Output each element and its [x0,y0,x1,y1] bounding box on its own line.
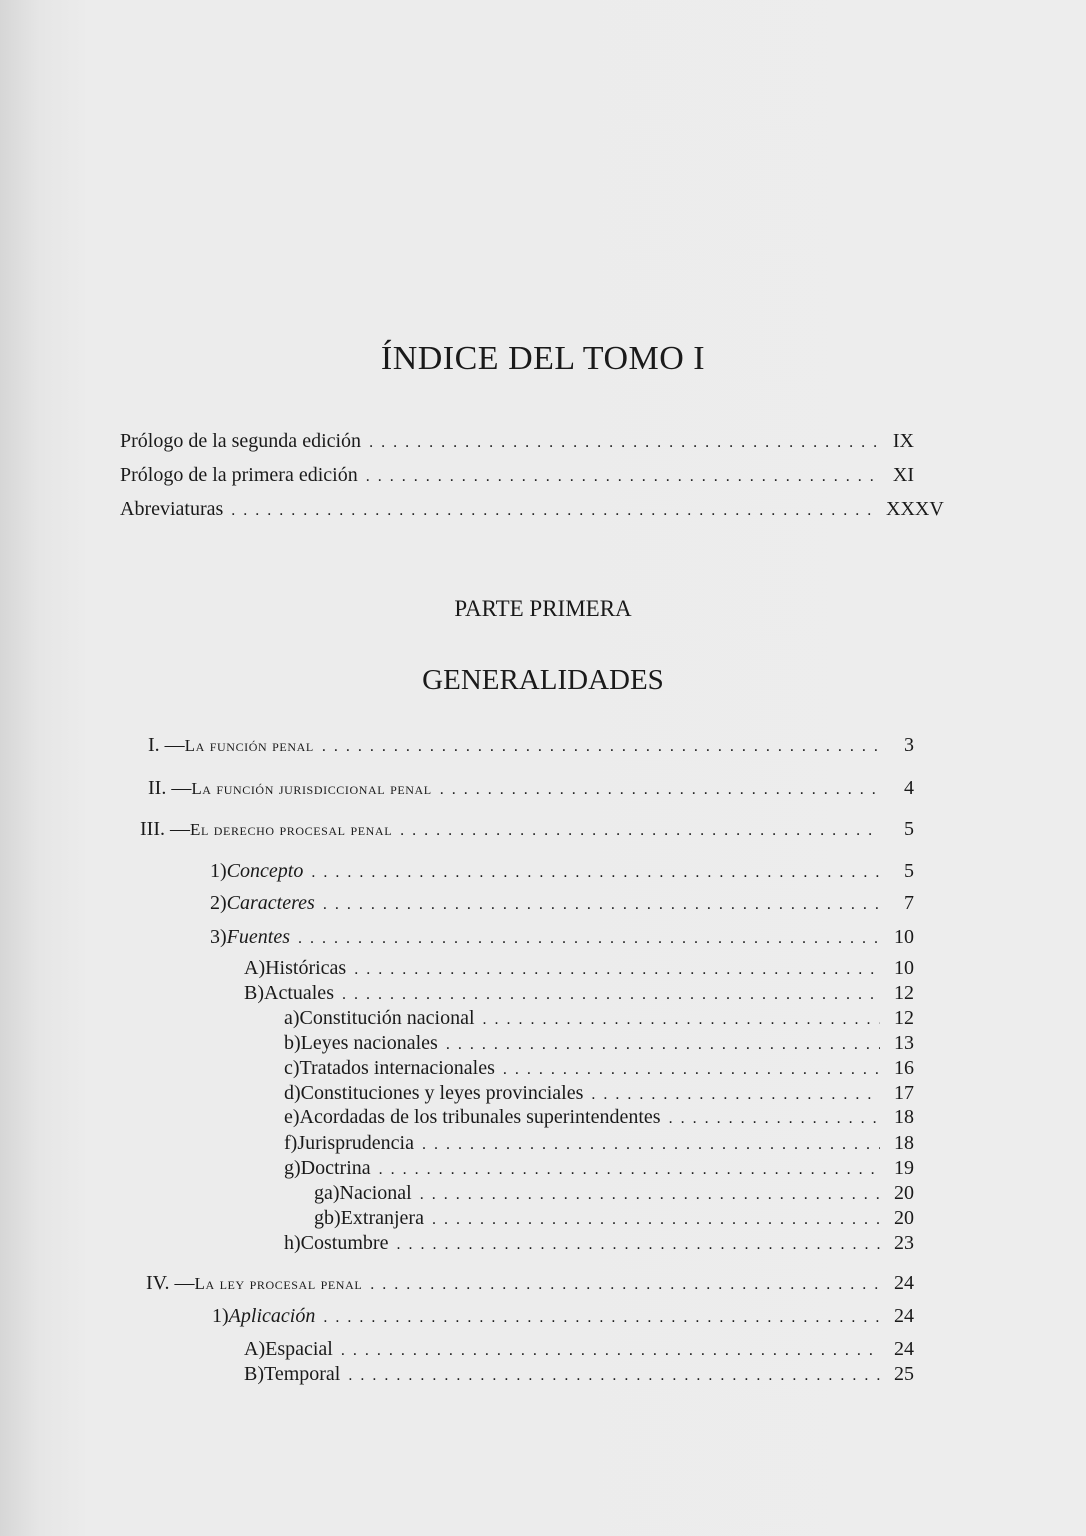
leader-dots [323,1305,880,1331]
entry-label: Leyes nacionales [300,1032,438,1054]
entry-label: Espacial [265,1338,333,1360]
entry-number: e) [284,1106,300,1128]
chapter-label: La función jurisdiccional penal [191,779,432,798]
entry-label: Temporal [264,1363,341,1385]
toc-row [284,1005,914,1033]
entry-label: Constitución nacional [299,1007,475,1029]
entry-label: Doctrina [300,1157,371,1179]
entry-label: Extranjera [340,1207,424,1229]
toc-page: 7 [904,892,914,914]
entry-label: Actuales [264,982,334,1004]
leader-dots [323,892,880,918]
entry-number: gb) [314,1207,341,1229]
toc-row-chapter [146,1270,914,1298]
leader-dots [366,464,880,490]
toc-row [314,1180,914,1208]
toc-row [284,1230,914,1258]
leader-dots [298,926,880,952]
toc-page: 12 [894,1007,914,1029]
toc-row [284,1030,914,1058]
entry-number: B) [244,1363,264,1385]
toc-page: IX [892,430,914,452]
toc-page: 18 [894,1106,914,1128]
chapter-number: III. — [140,818,190,840]
toc-page: 10 [894,926,914,948]
entry-label: Concepto [226,860,304,882]
toc-row [244,1336,914,1364]
toc-page: 5 [904,818,914,840]
toc-row-chapter [140,816,914,844]
toc-label: Prólogo de la segunda edición [120,430,362,452]
toc-page: XI [892,464,914,486]
toc-page: 24 [894,1305,914,1327]
toc-page: 4 [904,777,914,799]
leader-dots [400,818,880,844]
entry-number: 1) [210,860,227,882]
toc-row [244,955,914,983]
entry-number: 1) [212,1305,229,1327]
toc-page: 13 [894,1032,914,1054]
toc-row-front [120,496,944,524]
entry-number: ga) [314,1182,340,1204]
toc-row [244,980,914,1008]
leader-dots [348,1363,880,1389]
toc-page: 24 [894,1338,914,1360]
toc-row [284,1104,914,1132]
toc-page: 23 [894,1232,914,1254]
entry-label: Acordadas de los tribunales superintendentes [299,1106,661,1128]
toc-row [284,1155,914,1183]
toc-page: 17 [894,1082,914,1104]
entry-label: Aplicación [228,1305,316,1327]
entry-number: b) [284,1032,301,1054]
toc-page: 16 [894,1057,914,1079]
toc-page: XXXV [886,498,944,520]
toc-page: 5 [904,860,914,882]
leader-dots [396,1232,880,1258]
entry-number: 3) [210,926,227,948]
toc-page: 19 [894,1157,914,1179]
entry-label: Históricas [265,957,347,979]
chapter-number: I. — [148,734,185,756]
chapter-label: La función penal [184,736,314,755]
entry-number: B) [244,982,264,1004]
leader-dots [311,860,880,886]
toc-row-front [120,462,914,490]
leader-dots [669,1106,880,1132]
toc-row [284,1130,914,1158]
entry-label: Fuentes [226,926,290,948]
section-title: GENERALIDADES [422,664,664,696]
entry-number: A) [244,957,266,979]
toc-row [284,1055,914,1083]
entry-number: a) [284,1007,300,1029]
entry-label: Jurisprudencia [297,1132,414,1154]
entry-number: 2) [210,892,227,914]
entry-number: f) [284,1132,298,1154]
entry-label: Nacional [339,1182,412,1204]
toc-row [210,858,914,886]
toc-page: 10 [894,957,914,979]
toc-row-front [120,428,914,456]
chapter-number: IV. — [146,1272,195,1294]
page-title: ÍNDICE DEL TOMO I [380,340,706,377]
chapter-label: El derecho procesal penal [189,820,393,839]
toc-page: 3 [904,734,914,756]
entry-number: A) [244,1338,266,1360]
toc-row [210,924,914,952]
toc-page: 20 [894,1207,914,1229]
chapter-number: II. — [148,777,192,799]
toc-row [212,1303,914,1331]
leader-dots [322,734,880,760]
toc-row [210,890,914,918]
leader-dots [231,498,880,524]
entry-label: Caracteres [226,892,315,914]
leader-dots [369,430,880,456]
leader-dots [440,777,880,803]
toc-page: 25 [894,1363,914,1385]
toc-page: 24 [894,1272,914,1294]
toc-page: 18 [894,1132,914,1154]
toc-row [244,1361,914,1389]
entry-label: Tratados internacionales [299,1057,495,1079]
entry-number: g) [284,1157,301,1179]
toc-page: 12 [894,982,914,1004]
toc-row-chapter [148,775,914,803]
entry-number: d) [284,1082,301,1104]
toc-label: Prólogo de la primera edición [120,464,358,486]
toc-label: Abreviaturas [120,498,224,520]
part-title: PARTE PRIMERA [454,596,632,621]
toc-row-chapter [148,732,914,760]
entry-label: Constituciones y leyes provinciales [300,1082,584,1104]
entry-label: Costumbre [300,1232,389,1254]
toc-row [314,1205,914,1233]
entry-number: c) [284,1057,300,1079]
entry-number: h) [284,1232,301,1254]
toc-page: 20 [894,1182,914,1204]
leader-dots [370,1272,880,1298]
chapter-label: La ley procesal penal [194,1274,363,1293]
